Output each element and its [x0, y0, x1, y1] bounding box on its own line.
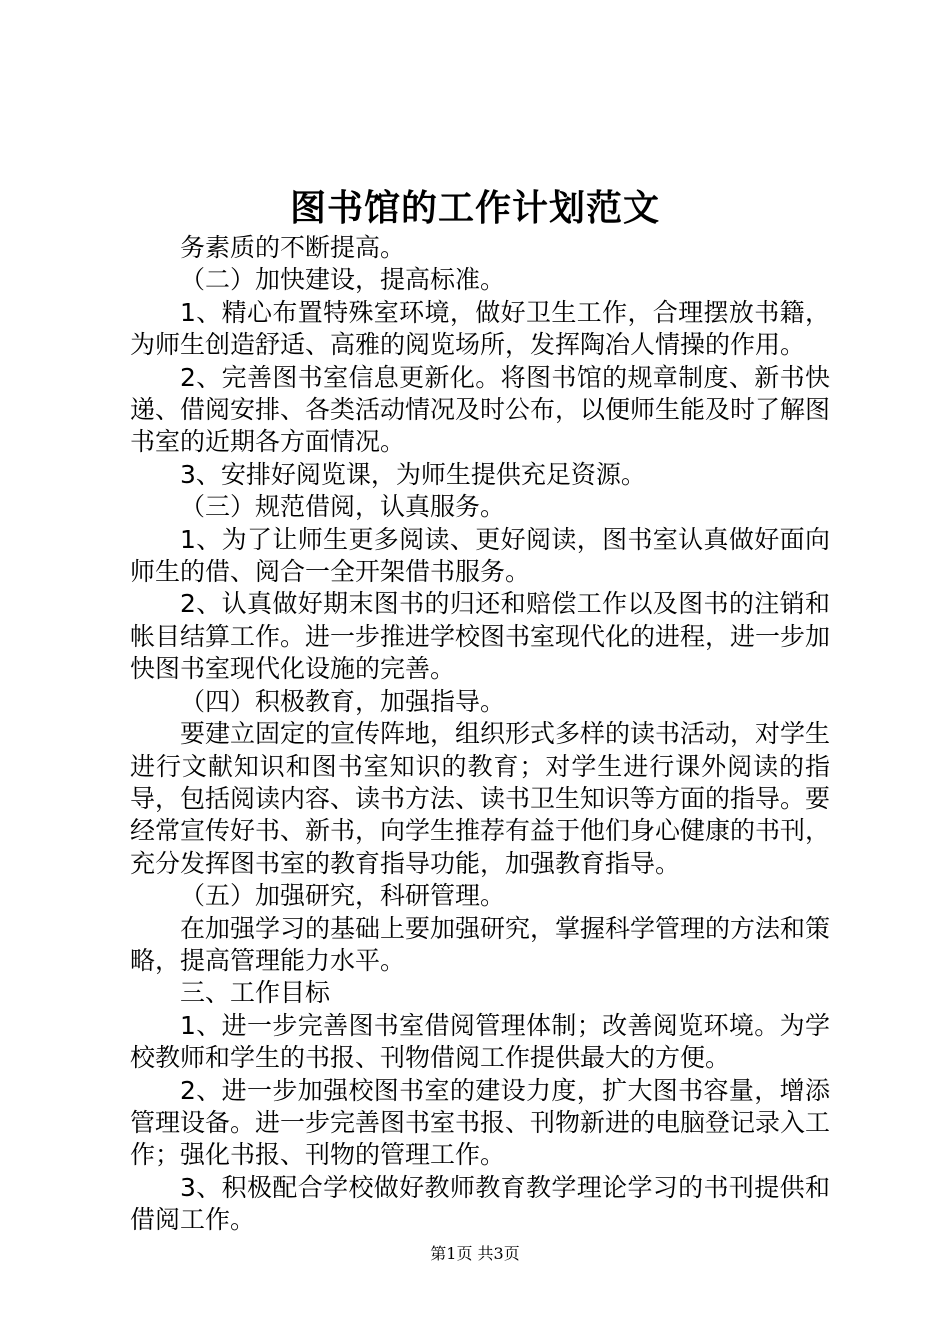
paragraph: 务素质的不断提高。 [180, 233, 406, 262]
section-heading: （四）积极教育，加强指导。 [180, 686, 506, 716]
paragraph: 要建立固定的宣传阵地，组织形式多样的读书活动，对学生进行文献知识和图书室知识的教育；对学生进行课外阅读的指导，包括阅读内容、读书方法、读书卫生知识等方面的指导。要经常宣传好书、新书，向学生推荐有益于他们身心健康的书刊，充分发挥图书室的教育指导功能，加强教育指导。 [130, 719, 831, 878]
document-title: 图书馆的工作计划范文 [289, 187, 660, 229]
paragraph: 3、安排好阅览课，为师生提供充足资源。 [180, 459, 646, 489]
paragraph: 1、精心布置特殊室环境，做好卫生工作，合理摆放书籍，为师生创造舒适、高雅的阅览场所，发挥陶冶人情操的作用。 [130, 297, 830, 360]
paragraph: 2、进一步加强校图书室的建设力度，扩大图书容量，增添管理设备。进一步完善图书室书报、刊物新进的电脑登记录入工作；强化书报、刊物的管理工作。 [130, 1075, 831, 1170]
paragraph: 2、完善图书室信息更新化。将图书馆的规章制度、新书快递、借阅安排、各类活动情况及时公布，以便师生能及时了解图书室的近期各方面情况。 [130, 362, 831, 457]
paragraph: 1、为了让师生更多阅读、更好阅读，图书室认真做好面向师生的借、阅合一全开架借书服务。 [130, 524, 830, 587]
section-heading: （二）加快建设，提高标准。 [180, 265, 506, 295]
paragraph: 在加强学习的基础上要加强研究，掌握科学管理的方法和策略，提高管理能力水平。 [130, 913, 831, 975]
document-body [130, 232, 830, 1237]
section-heading: 三、工作目标 [180, 978, 331, 1008]
page-footer: 第1页 共3页 [430, 1244, 520, 1263]
section-heading: （五）加强研究，科研管理。 [180, 881, 506, 911]
paragraph: 3、积极配合学校做好教师教育教学理论学习的书刊提供和借阅工作。 [130, 1172, 830, 1235]
paragraph: 2、认真做好期末图书的归还和赔偿工作以及图书的注销和帐目结算工作。进一步推进学校图书室现代化的进程，进一步加快图书室现代化设施的完善。 [130, 589, 831, 684]
section-heading: （三）规范借阅，认真服务。 [180, 492, 506, 522]
paragraph: 1、进一步完善图书室借阅管理体制；改善阅览环境。为学校教师和学生的书报、刊物借阅工作提供最大的方便。 [130, 1010, 830, 1073]
